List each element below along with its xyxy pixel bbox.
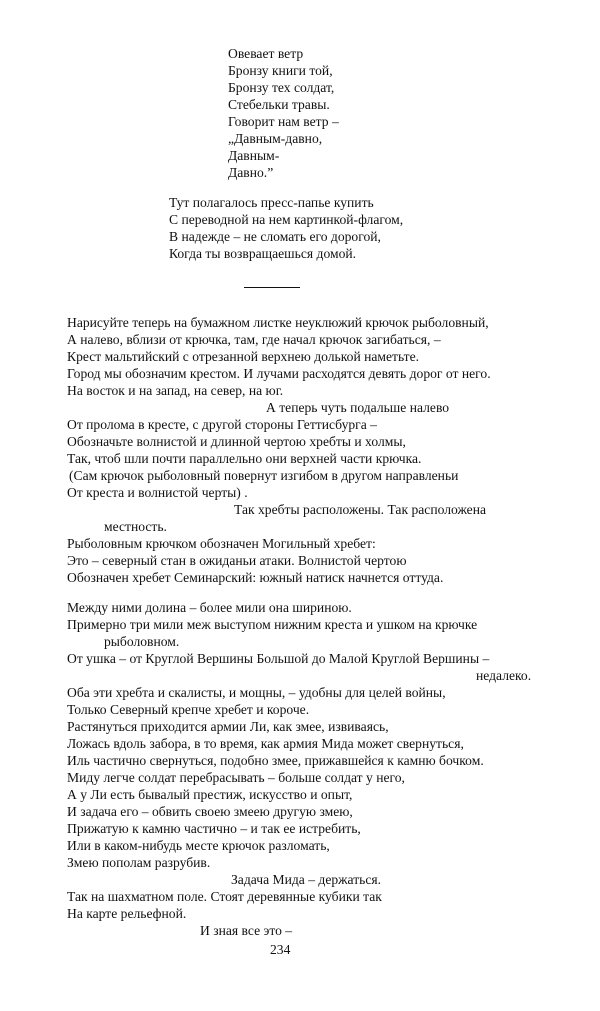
poem-line: Овевает ветр [228,46,304,61]
text-line: А налево, вблизи от крючка, там, где начал крючок загибаться, – [67,332,441,347]
text-line: рыболовном. [104,634,180,649]
text-line: Рыболовным крючком обозначен Могильный хребет: [67,536,376,551]
text-line: недалеко. [476,668,532,683]
text-line: Только Северный крепче хребет и короче. [67,702,310,717]
text-line: Нарисуйте теперь на бумажном листке неуклюжий крючок рыболовный, [67,315,489,330]
text-line: Крест мальтийский с отрезанной верхнею долькой наметьте. [67,349,420,364]
text-line: Змею пополам разрубив. [67,855,211,870]
text-line: А теперь чуть подальше налево [266,400,450,415]
text-line: Растянуться приходится армии Ли, как змее, извиваясь, [67,719,389,734]
text-line: Между ними долина – более мили она шириною. [67,600,352,615]
text-line: Оба эти хребта и скалисты, и мощны, – удобны для целей войны, [67,685,446,700]
text-line: Ложась вдоль забора, в то время, как армия Мида может свернуться, [67,736,464,751]
text-line: Прижатую к камню частично – и так ее истребить, [67,821,361,836]
poem-line: С переводной на нем картинкой-флагом, [169,212,404,227]
text-line: А у Ли есть бывалый престиж, искусство и опыт, [67,787,353,802]
text-line: Задача Мида – держаться. [231,872,382,887]
text-line: На восток и на запад, на север, на юг. [67,383,284,398]
text-line: Или в каком-нибудь месте крючок разломать, [67,838,330,853]
text-line: Город мы обозначим крестом. И лучами расходятся девять дорог от него. [67,366,491,381]
section-divider [244,287,300,288]
text-line: Примерно три мили меж выступом нижним креста и ушком на крючке [67,617,478,632]
poem-line: „Давным-давно, [228,131,323,146]
text-line: (Сам крючок рыболовный повернут изгибом в другом направленьи [69,468,459,483]
poem-line: Давно.” [228,165,274,180]
text-line: От креста и волнистой черты) . [67,485,248,500]
text-line: Это – северный стан в ожиданьи атаки. Волнистой чертою [67,553,407,568]
text-line: Так на шахматном поле. Стоят деревянные кубики так [67,889,382,904]
poem-line: Бронзу тех солдат, [228,80,335,95]
poem-line: Говорит нам ветр – [228,114,339,129]
text-line: Обозначен хребет Семинарский: южный натиск начнется оттуда. [67,570,444,585]
text-line: Так хребты расположены. Так расположена [234,502,487,517]
text-line: И зная все это – [200,923,293,938]
page-number: 234 [270,942,291,957]
text-line: Иль частично свернуться, подобно змее, прижавшейся к камню бочком. [67,753,484,768]
poem-line: Бронзу книги той, [228,63,333,78]
text-line: На карте рельефной. [67,906,187,921]
poem-line: Стебельки травы. [228,97,330,112]
poem-line: В надежде – не сломать его дорогой, [169,229,381,244]
poem-line: Давным- [228,148,280,163]
poem-line: Тут полагалось пресс-папье купить [169,195,374,210]
text-line: От пролома в кресте, с другой стороны Геттисбурга – [67,417,377,432]
text-line: Обозначьте волнистой и длинной чертою хребты и холмы, [67,434,406,449]
text-line: И задача его – обвить своею змеею другую змею, [67,804,353,819]
text-line: Миду легче солдат перебрасывать – больше солдат у него, [67,770,405,785]
text-line: Так, чтоб шли почти параллельно они верхней части крючка. [67,451,422,466]
text-line: местность. [104,519,167,534]
poem-line: Когда ты возвращаешься домой. [169,246,357,261]
text-line: От ушка – от Круглой Вершины Большой до Малой Круглой Вершины – [67,651,490,666]
